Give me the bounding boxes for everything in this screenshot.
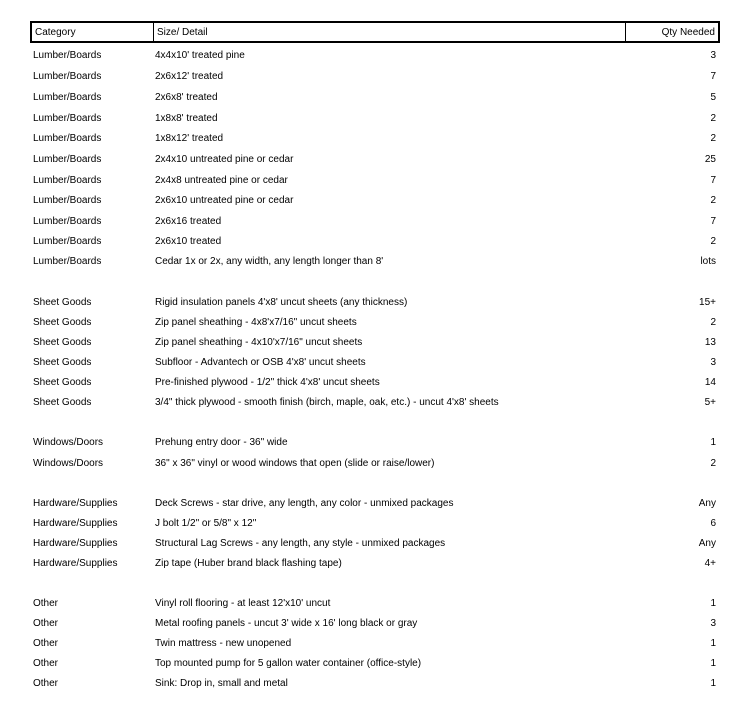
table-row <box>30 376 720 390</box>
row-qty: 25 <box>704 154 716 165</box>
row-qty: 1 <box>710 437 716 448</box>
header-qty: Qty Needed <box>661 26 715 38</box>
row-qty: 2 <box>710 113 716 124</box>
row-qty: 3 <box>710 618 716 629</box>
table-row <box>30 597 720 611</box>
row-category: Lumber/Boards <box>33 133 102 144</box>
row-qty: 1 <box>710 678 716 689</box>
table-row <box>30 215 720 229</box>
row-qty: 6 <box>710 518 716 529</box>
row-category: Hardware/Supplies <box>33 498 118 509</box>
table-row <box>30 537 720 551</box>
row-detail: Top mounted pump for 5 gallon water container (office-style) <box>155 658 422 669</box>
row-detail: Twin mattress - new unopened <box>155 638 292 649</box>
row-detail: Cedar 1x or 2x, any width, any length longer than 8' <box>155 256 384 267</box>
row-category: Other <box>33 598 59 609</box>
table-row <box>30 91 720 105</box>
row-qty: Any <box>698 498 716 509</box>
row-qty: 3 <box>710 50 716 61</box>
row-qty: 2 <box>710 458 716 469</box>
row-qty: 2 <box>710 317 716 328</box>
row-qty: 1 <box>710 658 716 669</box>
row-detail: Vinyl roll flooring - at least 12'x10' uncut <box>155 598 331 609</box>
table-row <box>30 296 720 310</box>
row-detail: 2x6x10 untreated pine or cedar <box>155 195 294 206</box>
row-category: Windows/Doors <box>33 458 104 469</box>
row-qty: 5+ <box>704 397 716 408</box>
table-row <box>30 557 720 571</box>
row-detail: 4x4x10' treated pine <box>155 50 245 61</box>
table-row <box>30 336 720 350</box>
row-detail: 2x4x10 untreated pine or cedar <box>155 154 294 165</box>
row-qty: 14 <box>704 377 716 388</box>
row-detail: Prehung entry door - 36" wide <box>155 437 288 448</box>
row-qty: 7 <box>710 175 716 186</box>
row-detail: 2x4x8 untreated pine or cedar <box>155 175 288 186</box>
row-category: Lumber/Boards <box>33 50 102 61</box>
row-detail: Zip panel sheathing - 4x8'x7/16" uncut sheets <box>155 317 357 328</box>
row-detail: Structural Lag Screws - any length, any style - unmixed packages <box>155 538 446 549</box>
row-category: Sheet Goods <box>33 297 92 308</box>
row-detail: Zip panel sheathing - 4x10'x7/16" uncut sheets <box>155 337 363 348</box>
row-category: Sheet Goods <box>33 317 92 328</box>
table-row <box>30 112 720 126</box>
row-qty: 5 <box>710 92 716 103</box>
row-detail: 2x6x12' treated <box>155 71 224 82</box>
row-detail: 3/4" thick plywood - smooth finish (birch, maple, oak, etc.) - uncut 4'x8' sheets <box>155 397 499 408</box>
row-qty: 7 <box>710 71 716 82</box>
table-row <box>30 637 720 651</box>
table-row <box>30 657 720 671</box>
table-row <box>30 153 720 167</box>
row-detail: 2x6x16 treated <box>155 216 222 227</box>
table-row <box>30 194 720 208</box>
row-detail: J bolt 1/2" or 5/8" x 12" <box>155 518 257 529</box>
row-detail: Metal roofing panels - uncut 3' wide x 16' long black or gray <box>155 618 418 629</box>
row-detail: Subfloor - Advantech or OSB 4'x8' uncut sheets <box>155 357 366 368</box>
table-row <box>30 49 720 63</box>
table-row <box>30 517 720 531</box>
row-category: Windows/Doors <box>33 437 104 448</box>
table-row <box>30 677 720 691</box>
table-row <box>30 457 720 471</box>
table-row <box>30 70 720 84</box>
row-category: Lumber/Boards <box>33 216 102 227</box>
row-category: Other <box>33 658 59 669</box>
row-category: Lumber/Boards <box>33 175 102 186</box>
row-qty: 4+ <box>704 558 716 569</box>
row-detail: 1x8x12' treated <box>155 133 224 144</box>
header-category: Category <box>32 23 154 41</box>
row-qty: 1 <box>710 598 716 609</box>
row-category: Sheet Goods <box>33 337 92 348</box>
row-category: Lumber/Boards <box>33 256 102 267</box>
table-row <box>30 255 720 269</box>
row-qty: 15+ <box>699 297 716 308</box>
row-category: Lumber/Boards <box>33 92 102 103</box>
row-detail: Zip tape (Huber brand black flashing tape) <box>155 558 342 569</box>
row-detail: Sink: Drop in, small and metal <box>155 678 288 689</box>
row-category: Lumber/Boards <box>33 154 102 165</box>
table-row <box>30 356 720 370</box>
table-row <box>30 396 720 410</box>
table-row <box>30 316 720 330</box>
row-qty: 2 <box>710 195 716 206</box>
table-row <box>30 235 720 249</box>
row-category: Hardware/Supplies <box>33 518 118 529</box>
row-category: Sheet Goods <box>33 377 92 388</box>
row-category: Sheet Goods <box>33 397 92 408</box>
row-category: Lumber/Boards <box>33 236 102 247</box>
row-qty: 13 <box>704 337 716 348</box>
table-row <box>30 497 720 511</box>
row-category: Other <box>33 618 59 629</box>
row-detail: 36" x 36" vinyl or wood windows that open (slide or raise/lower) <box>155 458 435 469</box>
row-qty: 7 <box>710 216 716 227</box>
materials-sheet <box>30 21 720 689</box>
table-row <box>30 436 720 450</box>
row-category: Hardware/Supplies <box>33 538 118 549</box>
row-qty: lots <box>700 256 716 267</box>
row-category: Other <box>33 638 59 649</box>
row-detail: Deck Screws - star drive, any length, any color - unmixed packages <box>155 498 454 509</box>
row-category: Other <box>33 678 59 689</box>
table-row <box>30 174 720 188</box>
row-detail: 2x6x10 treated <box>155 236 222 247</box>
table-row <box>30 132 720 146</box>
table-header <box>30 21 720 43</box>
row-category: Sheet Goods <box>33 357 92 368</box>
row-qty: 2 <box>710 133 716 144</box>
row-qty: 2 <box>710 236 716 247</box>
header-detail: Size/ Detail <box>154 23 626 41</box>
row-category: Hardware/Supplies <box>33 558 118 569</box>
row-detail: 1x8x8' treated <box>155 113 218 124</box>
row-category: Lumber/Boards <box>33 195 102 206</box>
row-qty: 1 <box>710 638 716 649</box>
row-category: Lumber/Boards <box>33 71 102 82</box>
row-qty: 3 <box>710 357 716 368</box>
row-detail: 2x6x8' treated <box>155 92 218 103</box>
table-row <box>30 617 720 631</box>
row-detail: Pre-finished plywood - 1/2" thick 4'x8' uncut sheets <box>155 377 380 388</box>
row-detail: Rigid insulation panels 4'x8' uncut sheets (any thickness) <box>155 297 408 308</box>
row-qty: Any <box>698 538 716 549</box>
row-category: Lumber/Boards <box>33 113 102 124</box>
